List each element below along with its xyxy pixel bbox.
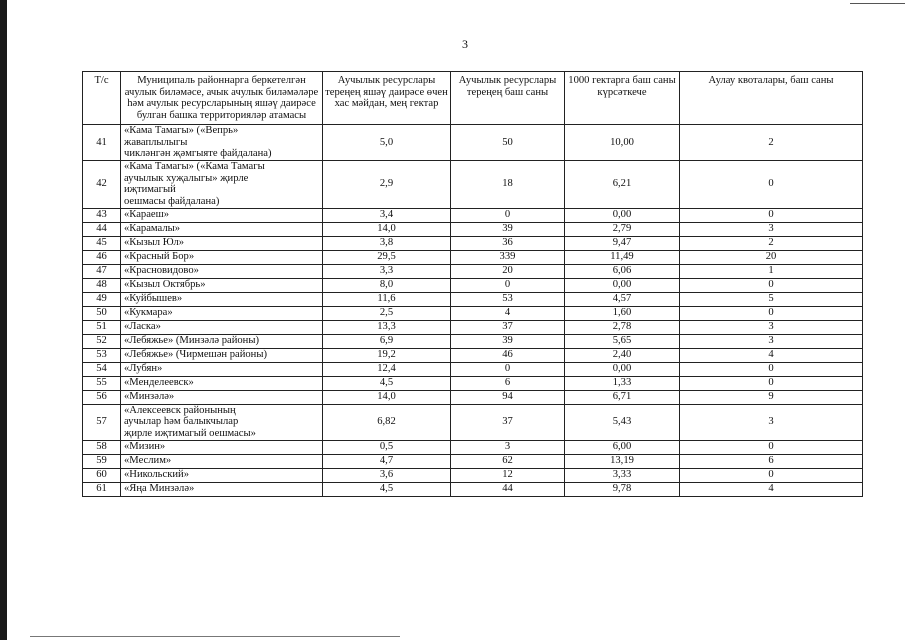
cell-territory-name: «Яңа Минзәлә» <box>121 482 323 496</box>
cell-hunting-quota: 0 <box>680 362 863 376</box>
cell-habitat-area: 3,4 <box>323 208 451 222</box>
cell-hunting-quota: 0 <box>680 376 863 390</box>
cell-density: 1,33 <box>565 376 680 390</box>
cell-animal-count: 46 <box>451 348 565 362</box>
table-row <box>83 264 863 278</box>
cell-row-number: 44 <box>83 222 121 236</box>
cell-habitat-area: 29,5 <box>323 250 451 264</box>
cell-hunting-quota: 4 <box>680 348 863 362</box>
table-row <box>83 160 863 208</box>
table-row <box>83 208 863 222</box>
cell-row-number: 49 <box>83 292 121 306</box>
cell-density: 2,78 <box>565 320 680 334</box>
cell-row-number: 47 <box>83 264 121 278</box>
cell-density: 0,00 <box>565 362 680 376</box>
cell-habitat-area: 3,3 <box>323 264 451 278</box>
cell-animal-count: 37 <box>451 404 565 440</box>
cell-hunting-quota: 4 <box>680 482 863 496</box>
cell-density: 0,00 <box>565 208 680 222</box>
header-number: Т/с <box>83 72 121 125</box>
cell-territory-name: «Кама Тамагы» («Вепрь» жаваплылыгы чикләнгән җәмгыяте файдалана) <box>121 124 323 160</box>
cell-territory-name: «Минзәлә» <box>121 390 323 404</box>
cell-habitat-area: 3,8 <box>323 236 451 250</box>
cell-animal-count: 44 <box>451 482 565 496</box>
cell-density: 10,00 <box>565 124 680 160</box>
cell-density: 11,49 <box>565 250 680 264</box>
cell-density: 6,06 <box>565 264 680 278</box>
cell-row-number: 53 <box>83 348 121 362</box>
cell-animal-count: 0 <box>451 208 565 222</box>
cell-hunting-quota: 1 <box>680 264 863 278</box>
cell-habitat-area: 0,5 <box>323 440 451 454</box>
cell-row-number: 51 <box>83 320 121 334</box>
cell-density: 6,21 <box>565 160 680 208</box>
header-density: 1000 гектарга баш саны күрсәткече <box>565 72 680 125</box>
table-row <box>83 320 863 334</box>
cell-territory-name: «Менделеевск» <box>121 376 323 390</box>
cell-hunting-quota: 3 <box>680 222 863 236</box>
cell-habitat-area: 4,7 <box>323 454 451 468</box>
cell-hunting-quota: 3 <box>680 320 863 334</box>
cell-density: 2,40 <box>565 348 680 362</box>
cell-animal-count: 50 <box>451 124 565 160</box>
page-number: 3 <box>462 37 468 51</box>
cell-territory-name: «Мизин» <box>121 440 323 454</box>
table-row <box>83 306 863 320</box>
table-body <box>83 124 863 496</box>
cell-row-number: 46 <box>83 250 121 264</box>
cell-density: 5,65 <box>565 334 680 348</box>
table-row <box>83 376 863 390</box>
table-header-row <box>83 72 863 125</box>
cell-animal-count: 12 <box>451 468 565 482</box>
table-row <box>83 334 863 348</box>
cell-animal-count: 94 <box>451 390 565 404</box>
hunting-quota-table <box>82 71 863 497</box>
cell-territory-name: «Кызыл Юл» <box>121 236 323 250</box>
cell-habitat-area: 8,0 <box>323 278 451 292</box>
cell-territory-name: «Карамалы» <box>121 222 323 236</box>
header-territory-name: Муниципаль районнарга беркетелгән ачулык биләмәсе, ачык ачулык биләмәләре һәм ачулык ресурсларының яшәү даирәсе булган башка территорияләр атамасы <box>121 72 323 125</box>
scan-edge-bottom <box>30 636 400 637</box>
cell-habitat-area: 14,0 <box>323 222 451 236</box>
cell-row-number: 61 <box>83 482 121 496</box>
cell-habitat-area: 2,5 <box>323 306 451 320</box>
cell-hunting-quota: 0 <box>680 278 863 292</box>
cell-hunting-quota: 6 <box>680 454 863 468</box>
cell-territory-name: «Ласка» <box>121 320 323 334</box>
header-habitat-area: Аучылык ресурслары тереңең яшәү даирәсе өчен хас мәйдан, мең гектар <box>323 72 451 125</box>
table-row <box>83 482 863 496</box>
table-row <box>83 362 863 376</box>
cell-habitat-area: 13,3 <box>323 320 451 334</box>
cell-density: 1,60 <box>565 306 680 320</box>
cell-habitat-area: 5,0 <box>323 124 451 160</box>
cell-territory-name: «Кама Тамагы» («Кама Тамагы аучылык хуҗалыгы» җирле иҗтимагый оешмасы файдалана) <box>121 160 323 208</box>
cell-habitat-area: 19,2 <box>323 348 451 362</box>
table-row <box>83 222 863 236</box>
cell-hunting-quota: 0 <box>680 468 863 482</box>
cell-animal-count: 0 <box>451 362 565 376</box>
cell-animal-count: 36 <box>451 236 565 250</box>
cell-animal-count: 39 <box>451 334 565 348</box>
cell-hunting-quota: 2 <box>680 124 863 160</box>
cell-row-number: 45 <box>83 236 121 250</box>
cell-animal-count: 339 <box>451 250 565 264</box>
table-row <box>83 348 863 362</box>
cell-habitat-area: 12,4 <box>323 362 451 376</box>
cell-hunting-quota: 2 <box>680 236 863 250</box>
table-row <box>83 390 863 404</box>
header-hunting-quota: Аулау квоталары, баш саны <box>680 72 863 125</box>
cell-territory-name: «Караеш» <box>121 208 323 222</box>
cell-density: 6,00 <box>565 440 680 454</box>
cell-territory-name: «Лебяжье» (Минзәлә районы) <box>121 334 323 348</box>
cell-hunting-quota: 0 <box>680 306 863 320</box>
cell-territory-name: «Никольский» <box>121 468 323 482</box>
cell-row-number: 58 <box>83 440 121 454</box>
cell-hunting-quota: 3 <box>680 334 863 348</box>
cell-territory-name: «Лебяжье» (Чирмешән районы) <box>121 348 323 362</box>
cell-row-number: 43 <box>83 208 121 222</box>
scan-edge-top <box>850 3 905 4</box>
cell-density: 0,00 <box>565 278 680 292</box>
cell-animal-count: 6 <box>451 376 565 390</box>
cell-hunting-quota: 20 <box>680 250 863 264</box>
table-row <box>83 404 863 440</box>
cell-territory-name: «Лубян» <box>121 362 323 376</box>
cell-habitat-area: 3,6 <box>323 468 451 482</box>
cell-density: 9,47 <box>565 236 680 250</box>
cell-row-number: 59 <box>83 454 121 468</box>
cell-density: 5,43 <box>565 404 680 440</box>
cell-animal-count: 4 <box>451 306 565 320</box>
cell-hunting-quota: 5 <box>680 292 863 306</box>
cell-row-number: 41 <box>83 124 121 160</box>
cell-row-number: 42 <box>83 160 121 208</box>
cell-territory-name: «Красновидово» <box>121 264 323 278</box>
cell-habitat-area: 4,5 <box>323 482 451 496</box>
cell-density: 3,33 <box>565 468 680 482</box>
cell-animal-count: 3 <box>451 440 565 454</box>
cell-density: 6,71 <box>565 390 680 404</box>
cell-territory-name: «Кукмара» <box>121 306 323 320</box>
cell-row-number: 57 <box>83 404 121 440</box>
cell-habitat-area: 2,9 <box>323 160 451 208</box>
cell-density: 4,57 <box>565 292 680 306</box>
cell-hunting-quota: 3 <box>680 404 863 440</box>
table-row <box>83 454 863 468</box>
cell-animal-count: 18 <box>451 160 565 208</box>
cell-row-number: 50 <box>83 306 121 320</box>
cell-row-number: 56 <box>83 390 121 404</box>
table-row <box>83 440 863 454</box>
cell-habitat-area: 14,0 <box>323 390 451 404</box>
cell-hunting-quota: 0 <box>680 440 863 454</box>
cell-density: 2,79 <box>565 222 680 236</box>
cell-animal-count: 62 <box>451 454 565 468</box>
cell-row-number: 54 <box>83 362 121 376</box>
cell-habitat-area: 11,6 <box>323 292 451 306</box>
cell-territory-name: «Куйбышев» <box>121 292 323 306</box>
cell-animal-count: 39 <box>451 222 565 236</box>
cell-habitat-area: 6,82 <box>323 404 451 440</box>
table-row <box>83 468 863 482</box>
cell-row-number: 60 <box>83 468 121 482</box>
cell-habitat-area: 6,9 <box>323 334 451 348</box>
cell-animal-count: 37 <box>451 320 565 334</box>
cell-animal-count: 20 <box>451 264 565 278</box>
cell-hunting-quota: 0 <box>680 208 863 222</box>
table-row <box>83 292 863 306</box>
cell-territory-name: «Алексеевск районының аучылар һәм балыкчылар җирле иҗтимагый оешмасы» <box>121 404 323 440</box>
cell-habitat-area: 4,5 <box>323 376 451 390</box>
cell-territory-name: «Кызыл Октябрь» <box>121 278 323 292</box>
cell-hunting-quota: 0 <box>680 160 863 208</box>
cell-territory-name: «Красный Бор» <box>121 250 323 264</box>
header-animal-count: Аучылык ресурслары тереңең баш саны <box>451 72 565 125</box>
cell-hunting-quota: 9 <box>680 390 863 404</box>
cell-density: 9,78 <box>565 482 680 496</box>
table-row <box>83 278 863 292</box>
table-row <box>83 124 863 160</box>
table-row <box>83 236 863 250</box>
cell-territory-name: «Меслим» <box>121 454 323 468</box>
cell-animal-count: 0 <box>451 278 565 292</box>
cell-animal-count: 53 <box>451 292 565 306</box>
cell-density: 13,19 <box>565 454 680 468</box>
table-row <box>83 250 863 264</box>
cell-row-number: 48 <box>83 278 121 292</box>
scan-edge-left <box>0 0 7 640</box>
cell-row-number: 52 <box>83 334 121 348</box>
cell-row-number: 55 <box>83 376 121 390</box>
